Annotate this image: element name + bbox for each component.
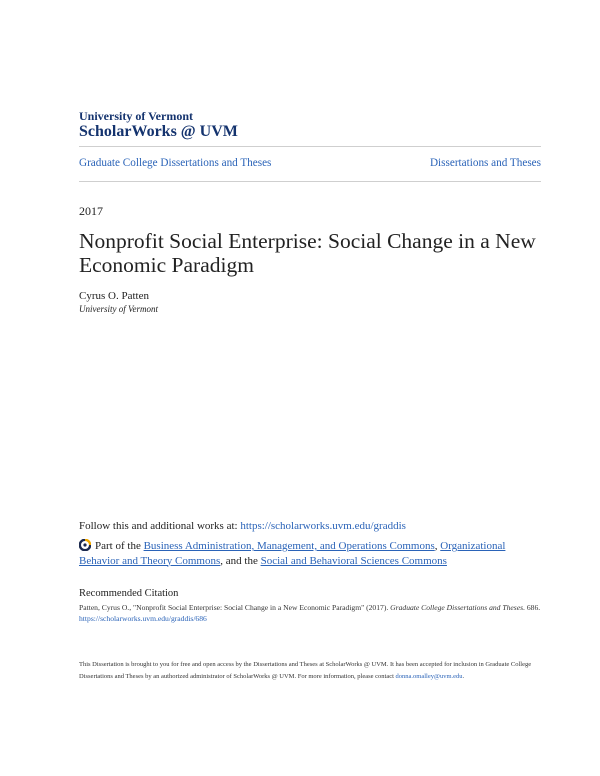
follow-line bbox=[79, 520, 406, 532]
publication-year: 2017 bbox=[79, 204, 103, 218]
access-notice bbox=[79, 659, 541, 682]
contact-email-link[interactable]: donna.omalley@uvm.edu bbox=[395, 672, 463, 680]
commons-link-business[interactable]: Business Administration, Management, and Operations Commons bbox=[143, 540, 435, 552]
open-access-icon bbox=[79, 539, 91, 551]
citation-url-link[interactable]: https://scholarworks.uvm.edu/graddis/686 bbox=[79, 614, 207, 623]
part-of-commons bbox=[79, 539, 541, 568]
part-of-prefix: Part of the bbox=[95, 540, 144, 552]
follow-link[interactable]: https://scholarworks.uvm.edu/graddis bbox=[240, 520, 406, 532]
notice-end: . bbox=[462, 672, 465, 680]
breadcrumb-link-dissertations[interactable]: Dissertations and Theses bbox=[429, 157, 541, 169]
university-name: University of Vermont bbox=[79, 109, 193, 123]
citation-journal: Graduate College Dissertations and Theses bbox=[390, 603, 524, 612]
citation-heading: Recommended Citation bbox=[79, 588, 179, 599]
commons-link-organizational[interactable]: Organizational Behavior and Theory Commons bbox=[79, 540, 506, 567]
institution-header bbox=[79, 110, 238, 141]
document-title: Nonprofit Social Enterprise: Social Change in a New Economic Paradigm bbox=[79, 229, 536, 277]
commons-link-social[interactable]: Social and Behavioral Sciences Commons bbox=[260, 554, 447, 567]
citation-number: . 686. bbox=[523, 603, 541, 612]
breadcrumb-link-graduate-college[interactable]: Graduate College Dissertations and Theses bbox=[79, 157, 272, 169]
part-of-separator: , and the bbox=[220, 554, 261, 567]
citation-block bbox=[79, 602, 541, 624]
author-name: Cyrus O. Patten bbox=[79, 290, 149, 302]
breadcrumb bbox=[79, 146, 541, 182]
part-of-separator: , bbox=[434, 540, 441, 552]
follow-text: Follow this and additional works at: bbox=[79, 520, 241, 532]
citation-text: Patten, Cyrus O., "Nonprofit Social Enterprise: Social Change in a New Economic Paradigm" (2017). bbox=[79, 603, 391, 612]
notice-text: This Dissertation is brought to you for free and open access by the Dissertations and Theses at ScholarWorks @ UVM. It has been accepted for inclusion in Graduate College Dissertations and Theses by an authorized administrator of ScholarWorks @ UVM. For more information, please contact bbox=[79, 661, 532, 680]
scholarworks-name: ScholarWorks @ UVM bbox=[79, 123, 238, 140]
author-affiliation: University of Vermont bbox=[79, 304, 158, 314]
